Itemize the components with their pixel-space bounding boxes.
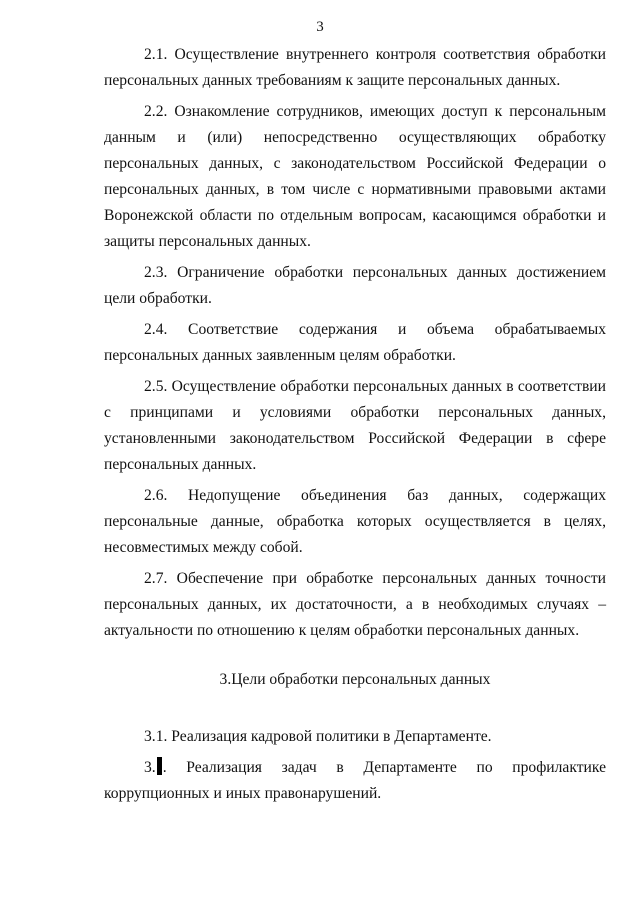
section-3-heading: 3.Цели обработки персональных данных [219,671,491,688]
paragraph-3-1: 3.1. Реализация кадровой политики в Департаменте. [144,728,492,745]
paragraph-3-2 [104,755,606,807]
paragraph-2-3: 2.3. Ограничение обработки персональных данных достижением цели обработки. [104,264,606,307]
document-body [104,42,606,812]
paragraph-2-7: 2.7. Обеспечение при обработке персональных данных точности персональных данных, их достаточности, а в необходимых случаях – актуальности по отношению к целям обработки персональных данных. [104,570,606,639]
paragraph-3-2-text: . Реализация задач в Департаменте по профилактике коррупционных и иных правонарушений. [104,759,606,802]
paragraph-3-2-prefix: 3. [144,759,156,776]
paragraph-2-1: 2.1. Осуществление внутреннего контроля соответствия обработки персональных данных требованиям к защите персональных данных. [104,46,606,89]
paragraph-2-5: 2.5. Осуществление обработки персональных данных в соответствии с принципами и условиями обработки персональных данных, установленными законодательством Российской Федерации в сфере персональных данных. [104,378,606,473]
paragraph-2-2: 2.2. Ознакомление сотрудников, имеющих доступ к персональным данным и (или) непосредственно осуществляющих обработку персональных данных, с законодательством Российской Федерации о персональных данных, в том числе с нормативными правовыми актами Воронежской области по отдельным вопросам, касающимся обработки и защиты персональных данных. [104,103,606,250]
paragraph-2-6: 2.6. Недопущение объединения баз данных, содержащих персональные данные, обработка которых осуществляется в целях, несовместимых между собой. [104,487,606,556]
page-number: 3 [316,19,324,35]
paragraph-2-4: 2.4. Соответствие содержания и объема обрабатываемых персональных данных заявленным целям обработки. [104,321,606,364]
text-cursor-mark [157,757,162,775]
